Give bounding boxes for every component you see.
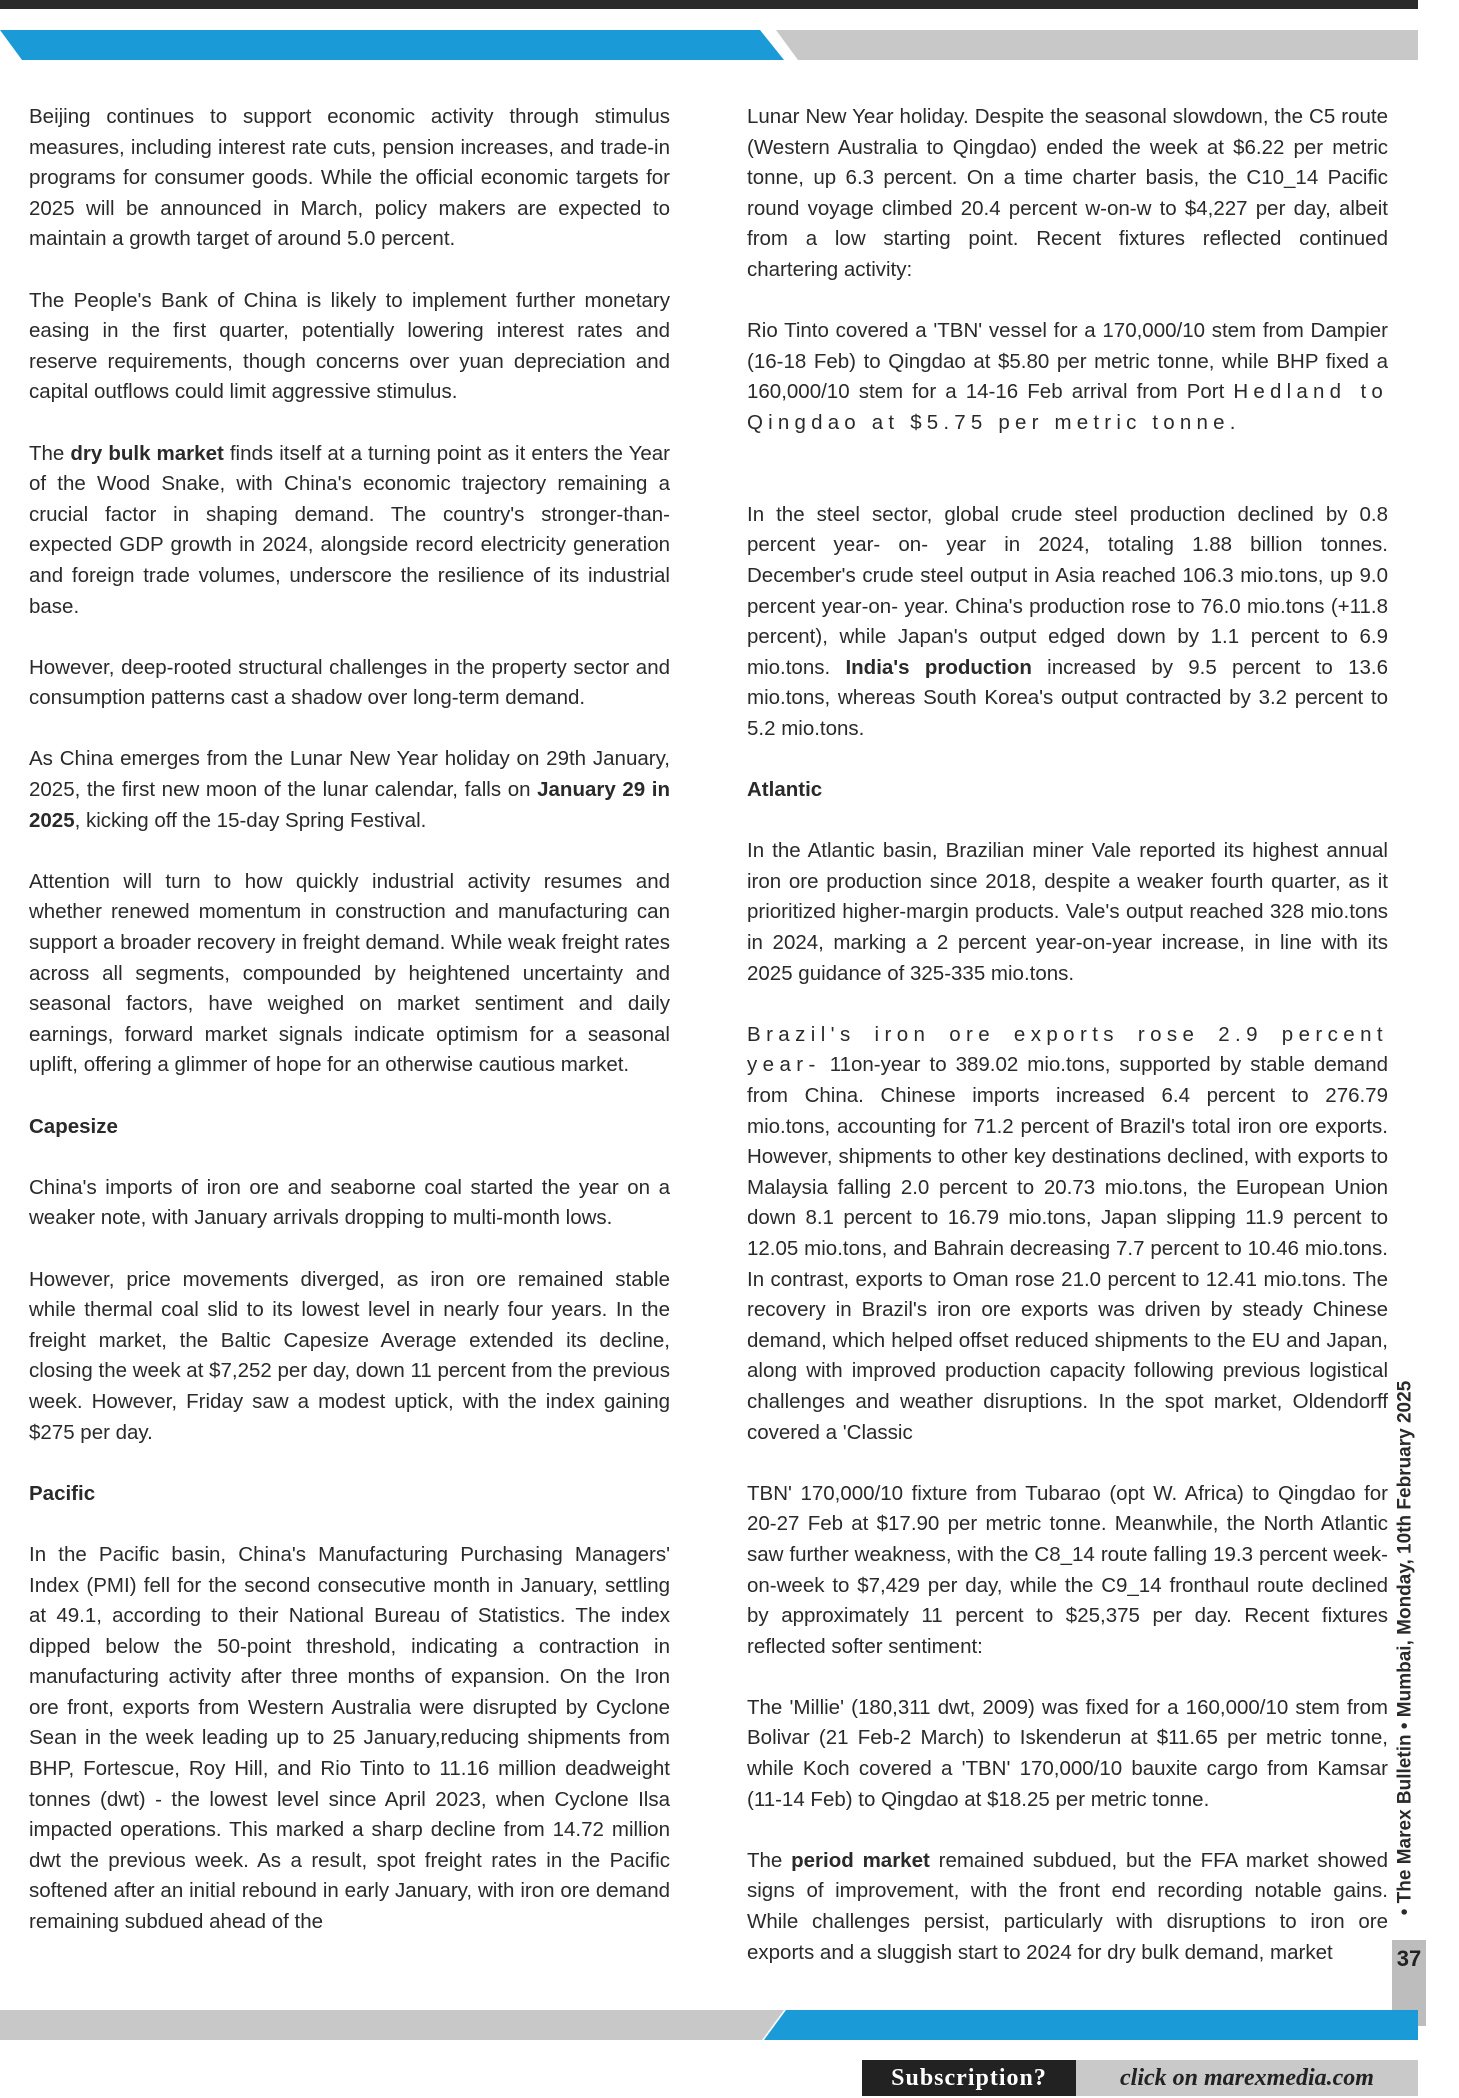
marexmedia-link[interactable]: click on marexmedia.com — [1076, 2060, 1418, 2096]
text-span: Rio Tinto covered a 'TBN' vessel for a 170,000/10 stem from Dampier (16-18 Feb) to Qingdao at $5.80 per metric tonne, while BHP fixed a 160,000/10 stem for a 14-16 Feb arrival from Port — [747, 319, 1388, 404]
spacer — [747, 439, 1388, 470]
text-span: finds itself at a turning point as it enters the Year of the Wood Snake, with China's economic trajectory remaining a crucial factor in shaping demand. The country's stronger-than-expected GDP growth in 2024, alongside record electricity generation and foreign trade volumes, underscore the resilience of its industrial base. — [29, 441, 670, 618]
bold-term: January 29 in 2025 — [29, 778, 671, 832]
page-number: 37 — [1396, 1946, 1422, 1971]
paragraph: Lunar New Year holiday. Despite the seasonal slowdown, the C5 route (Western Australia to Qingdao) ended the week at $6.22 per metric tonne, up 6.3 percent. On a time charter basis, the C10_14 Pacific round voyage climbed 20.4 percent w-on-w to $4,227 per day, albeit from a low starting point. Recent fixtures reflected continued chartering activity: — [747, 105, 1388, 281]
paragraph: In the Pacific basin, China's Manufacturing Purchasing Managers' Index (PMI) fell for the second consecutive month in January, settling at 49.1, according to their National Bureau of Statistics. The index dipped below the 50-point threshold, indicating a contraction in manufacturing activity after three months of expansion. On the Iron ore front, exports from Western Australia were disrupted by Cyclone Sean in the week leading up to 25 January,reducing shipments from BHP, Fortescue, Roy Hill, and Rio Tinto to 11.16 million deadweight tonnes (dwt) - the lowest level since April 2023, when Cyclone Ilsa impacted operations. This marked a sharp decline from 14.72 million dwt the previous week. As a result, spot freight rates in the Pacific softened after an initial rebound in early January, with iron ore demand remaining subdued ahead of the — [29, 1542, 670, 1934]
paragraph: TBN' 170,000/10 fixture from Tubarao (opt W. Africa) to Qingdao for 20-27 Feb at $17.90 per metric tonne. Meanwhile, the North Atlantic saw further weakness, with the C8_14 route falling 19.3 percent week-on-week to $7,429 per day, while the C9_14 fronthaul route declined by approximately 11 percent to $25,375 per day. Recent fixtures reflected softer sentiment: — [747, 1481, 1388, 1658]
text-span: increased by 9.5 percent to 13.6 mio.tons, whereas South Korea's output contracted by 3.2 percent to 5.2 mio.tons. — [747, 655, 1388, 740]
paragraph — [747, 1846, 1388, 1968]
text-span: The — [29, 441, 71, 465]
paragraph — [747, 316, 1388, 438]
text-span: As China emerges from the Lunar New Year holiday on 29th January, 2025, the first new moon of the lunar calendar, falls on — [29, 747, 670, 802]
bottom-blue-banner — [764, 2010, 1418, 2040]
paragraph — [747, 1020, 1388, 1448]
right-column — [747, 102, 1388, 1999]
bold-term: India's production — [845, 655, 1032, 679]
publication-side-label — [1392, 1378, 1418, 1918]
bottom-grey-banner — [0, 2010, 784, 2040]
paragraph: The 'Millie' (180,311 dwt, 2009) was fixed for a 160,000/10 stem from Bolivar (21 Feb-2 March) to Iskenderun at $11.65 per metric tonne, while Koch covered a 'TBN' 170,000/10 bauxite cargo from Kamsar (11-14 Feb) to Qingdao at $18.25 per metric tonne. — [747, 1695, 1388, 1811]
subscription-button[interactable]: Subscription? — [862, 2060, 1076, 2096]
text-span: Hedland to Qingdao at $5.75 per metric tonne. — [747, 380, 1388, 434]
paragraph: In the Atlantic basin, Brazilian miner Vale reported its highest annual iron ore production since 2018, despite a weaker fourth quarter, as it prioritized higher-margin products. Vale's output reached 328 mio.tons in 2024, marking a 2 percent year-on-year increase, in line with its 2025 guidance of 325-335 mio.tons. — [747, 839, 1388, 985]
top-dark-rule — [0, 0, 1418, 9]
text-span: , kicking off the 15-day Spring Festival. — [74, 808, 427, 832]
paragraph: Beijing continues to support economic activity through stimulus measures, including interest rate cuts, pension increases, and trade-in programs for consumer goods. While the official economic targets for 2025 will be announced in March, policy makers are expected to maintain a growth target of around 5.0 percent. — [29, 105, 670, 251]
paragraph: However, price movements diverged, as iron ore remained stable while thermal coal slid to its lowest level in nearly four years. In the freight market, the Baltic Capesize Average extended its decline, closing the week at $7,252 per day, down 11 percent from the previous week. However, Friday saw a modest uptick, with the index gaining $275 per day. — [29, 1267, 670, 1444]
publication-info: • The Marex Bulletin • Mumbai, Monday, 10th February 2025 — [1394, 1380, 1415, 1916]
left-column — [29, 102, 670, 1968]
section-heading-capesize: Capesize — [29, 1114, 118, 1138]
paragraph — [29, 439, 670, 623]
paragraph: However, deep-rooted structural challenges in the property sector and consumption patterns cast a shadow over long-term demand. — [29, 655, 670, 710]
spacer — [747, 469, 1388, 500]
text-span: The — [747, 1848, 792, 1872]
paragraph — [29, 744, 670, 836]
section-heading-pacific: Pacific — [29, 1481, 96, 1505]
text-span: remained subdued, but the FFA market showed signs of improvement, with the front end recording notable gains. While challenges persist, particularly with disruptions to iron ore exports and a sluggish start to 2024 for dry bulk demand, market — [747, 1848, 1388, 1964]
paragraph: Attention will turn to how quickly industrial activity resumes and whether renewed momentum in construction and manufacturing can support a broader recovery in freight demand. While weak freight rates across all segments, compounded by heightened uncertainty and seasonal factors, have weighed on market sentiment and daily earnings, forward market signals indicate optimism for a seasonal uplift, offering a glimmer of hope for an otherwise cautious market. — [29, 869, 670, 1077]
paragraph: The People's Bank of China is likely to implement further monetary easing in the first quarter, potentially lowering interest rates and reserve requirements, though concerns over yuan depreciation and capital outflows could limit aggressive stimulus. — [29, 288, 670, 404]
text-span: 11on-year to 389.02 mio.tons, supported by stable demand from China. Chinese imports increased 6.4 percent to 276.79 mio.tons, accounting for 71.2 percent of Brazil's total iron ore exports. However, shipments to other key destinations declined, with exports to Malaysia falling 2.0 percent to 20.73 mio.tons, the European Union down 8.1 percent to 16.79 mio.tons, Japan slipping 11.9 percent to 12.05 mio.tons, and Bahrain decreasing 7.7 percent to 10.46 mio.tons. In contrast, exports to Oman rose 21.0 percent to 12.41 mio.tons. The recovery in Brazil's iron ore exports was driven by steady Chinese demand, which helped offset reduced shipments to the EU and Japan, along with improved production capacity following previous logistical challenges and weather disruptions. In the spot market, Oldendorff covered a 'Classic — [747, 1053, 1388, 1444]
section-heading-atlantic: Atlantic — [747, 778, 823, 802]
paragraph — [747, 500, 1388, 745]
bold-term: period market — [791, 1848, 930, 1872]
paragraph: China's imports of iron ore and seaborne coal started the year on a weaker note, with January arrivals dropping to multi-month lows. — [29, 1175, 670, 1230]
top-grey-banner — [776, 30, 1418, 60]
text-span: Brazil's iron ore exports rose 2.9 percent year- — [747, 1022, 1388, 1077]
text-span: In the steel sector, global crude steel production declined by 0.8 percent year- on- year in 2024, totaling 1.88 billion tonnes. December's crude steel output in Asia reached 106.3 mio.tons, up 9.0 percent year-on- year. China's production rose to 76.0 mio.tons (+11.8 percent), while Japan's output edged down by 1.1 percent to 6.9 mio.tons. — [747, 502, 1388, 679]
bold-term: dry bulk market — [70, 441, 224, 465]
top-blue-banner — [0, 30, 784, 60]
